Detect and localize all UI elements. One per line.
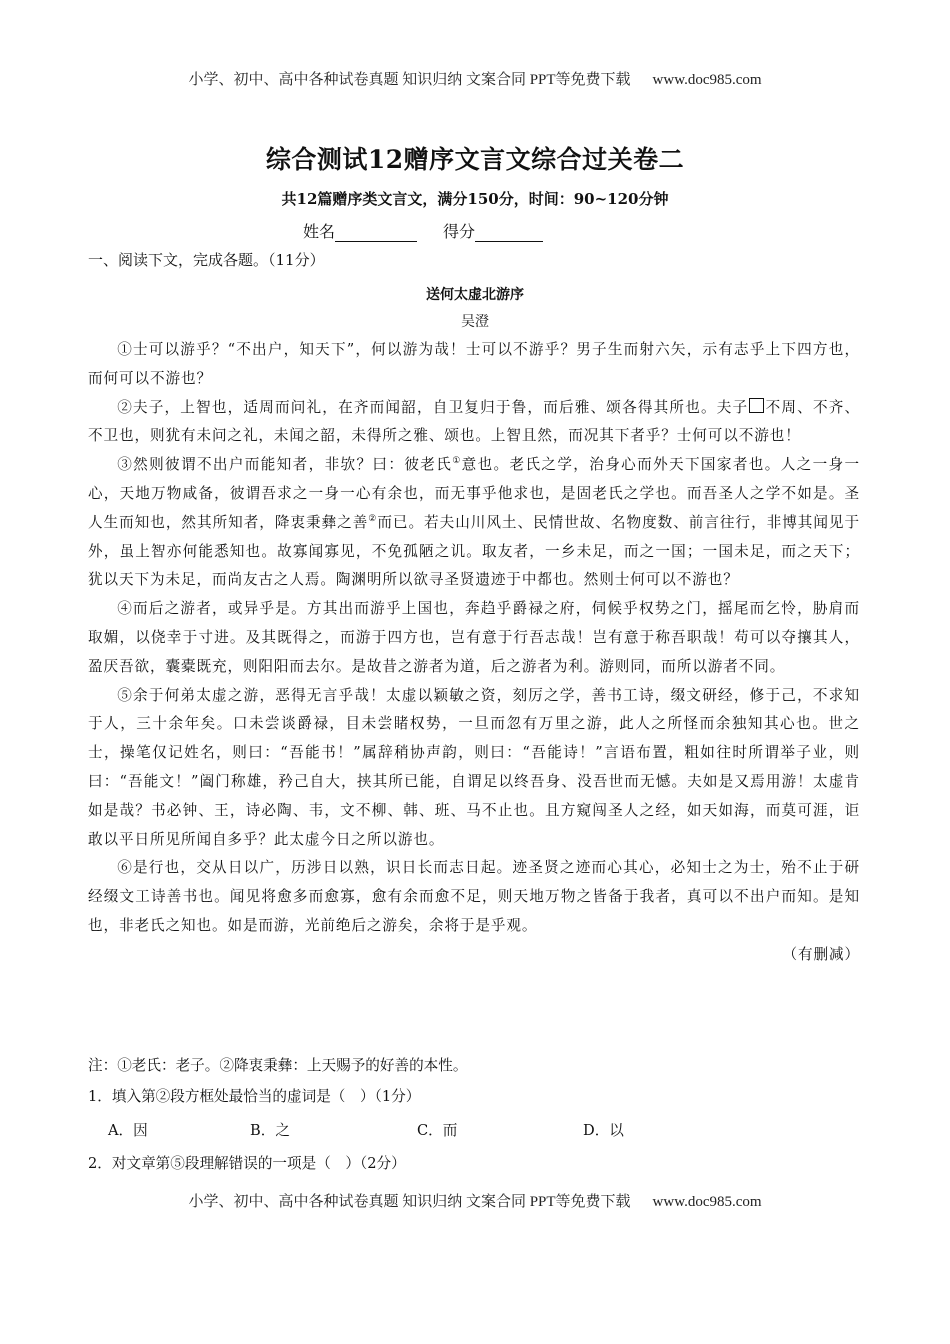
footnote-mark-1: ① <box>452 456 462 467</box>
source-note: （有删减） <box>782 945 860 963</box>
document-subtitle: 共12篇赠序类文言文，满分150分，时间：90~120分钟 <box>281 190 669 208</box>
header-url: www.doc985.com <box>652 72 762 88</box>
passage-title: 送何太虚北游序 <box>426 287 524 303</box>
paragraph-5: ⑤余于何弟太虚之游，恶得无言乎哉！太虚以颖敏之资，刻厉之学，善书工诗，缀文研经，修于己，不求知于人，三十余年矣。口未尝谈爵禄，目未尝睹权势，一旦而忽有万里之游，此人之所怪而余独知其心也。世之士，操笔仅记姓名，则曰：“吾能书！”属辞稍协声韵，则曰：“吾能诗！”言语布置，粗如往时所谓举子业，则曰：“吾能文！”阖门称雄，矜己自大，挟其所已能，自谓足以终吾身、没吾世而无憾。夫如是又焉用游！太虚肯如是哉？书必钟、王，诗必陶、韦，文不柳、韩、班、马不止也。且方窥闯圣人之经，如天如海，而莫可涯，讵敢以平日所见所闻自多乎？此太虚今日之所以游也。 <box>88 686 860 848</box>
blank-box <box>749 398 764 413</box>
score-label: 得分 <box>443 222 476 241</box>
paragraph-6: ⑥是行也，交从日以广，历涉日以熟，识日长而志日起。迹圣贤之迹而心其心，必知士之为士，殆不止于研经缀文工诗善书也。闻见将愈多而愈寡，愈有余而愈不足，则天地万物之皆备于我者，真可以不出户而知。是知也，非老氏之知也。如是而游，光前绝后之游矣，余将于是乎观。 <box>88 859 860 934</box>
name-score-row <box>303 219 543 242</box>
paragraph-2 <box>88 394 860 452</box>
paragraph-1: ①士可以游乎？“不出户，知天下”，何以游为哉！士可以不游乎？男子生而射六矢，示有志乎上下四方也，而何可以不游也？ <box>88 341 860 387</box>
option-b: B．之 <box>250 1122 290 1139</box>
section-heading: 一、阅读下文，完成各题。（11分） <box>88 251 325 269</box>
question-2-stem: 2．对文章第⑤段理解错误的一项是（ ）（2分） <box>88 1155 406 1172</box>
footer-banner-text: 小学、初中、高中各种试卷真题 知识归纳 文案合同 PPT等免费下载 <box>188 1194 631 1210</box>
passage-body <box>88 336 860 970</box>
paragraph-2-part-b: 不周、不齐、不卫也，则犹有未问之礼，未闻之韶，未得所之雅、颂也。上智且然，而况其下者乎？士何可以不游也！ <box>88 398 860 445</box>
paragraph-3 <box>88 451 860 595</box>
page-footer-banner <box>0 1190 950 1211</box>
name-label: 姓名 <box>303 222 336 241</box>
document-title: 综合测试12赠序文言文综合过关卷二 <box>265 145 685 174</box>
paragraph-3-part-c: 而已。若夫山川风土、民情世故、名物度数、前言往行，非博其闻见于外，虽上智亦何能悉知也。故寡闻寡见，不免孤陋之讥。取友者，一乡未足，而之一国；一国未足，而之天下；犹以天下为未足，而尚友古之人焉。陶渊明所以欲寻圣贤遗迹于中都也。然则士何可以不游也？ <box>88 513 860 589</box>
paragraph-3-part-b: 意也。老氏之学，治身心而外天下国家者也。人之一身一心，天地万物咸备，彼谓吾求之一身一心有余也，而无事乎他求也，是固老氏之学也。而吾圣人之学不如是。圣人生而知也，然其所知者，降衷秉彝之善 <box>88 456 861 531</box>
paragraph-3-part-a: ③然则彼谓不出户而能知者，非欤？曰：彼老氏 <box>117 456 453 474</box>
header-banner-text: 小学、初中、高中各种试卷真题 知识归纳 文案合同 PPT等免费下载 <box>188 72 631 88</box>
page-header-banner <box>0 68 950 89</box>
paragraph-4: ④而后之游者，或异乎是。方其出而游乎上国也，奔趋乎爵禄之府，伺候乎权势之门，摇尾而乞怜，胁肩而取媚，以侥幸于寸进。及其既得之，而游于四方也，岂有意于行吾志哉！岂有意于称吾职哉！苟可以夺攘其人，盈厌吾欲，囊橐既充，则阳阳而去尔。是故昔之游者为道，后之游者为利。游则同，而所以游者不同。 <box>88 600 860 675</box>
option-c: C．而 <box>417 1122 458 1139</box>
footnote-mark-2: ② <box>368 513 378 524</box>
passage-author: 吴澄 <box>461 314 489 330</box>
annotation-notes: 注：①老氏：老子。②降衷秉彝：上天赐予的好善的本性。 <box>88 1057 468 1074</box>
paragraph-2-part-a: ②夫子，上智也，适周而问礼，在齐而闻韶，自卫复归于鲁，而后雅、颂各得其所也。夫子 <box>117 398 749 416</box>
option-a: A．因 <box>108 1122 148 1139</box>
question-1-stem: 1．填入第②段方框处最恰当的虚词是（ ）（1分） <box>88 1088 421 1105</box>
option-d: D．以 <box>583 1122 624 1139</box>
name-blank-field <box>335 225 417 242</box>
score-blank-field <box>475 225 543 242</box>
footer-url: www.doc985.com <box>652 1194 762 1210</box>
